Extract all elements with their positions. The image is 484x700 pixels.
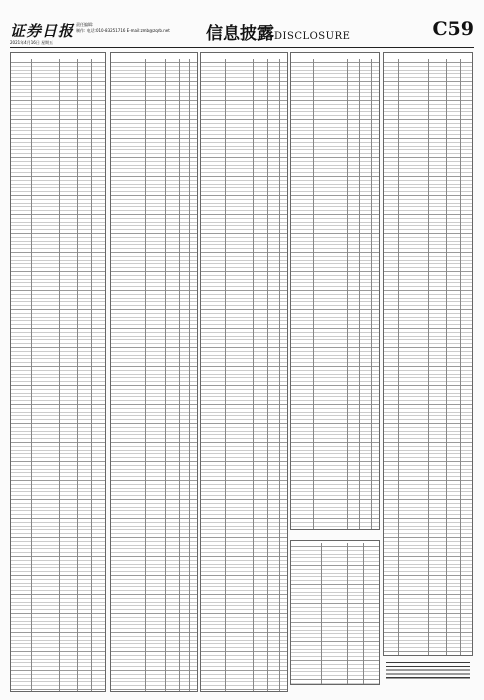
footnote-text-lines [386, 662, 470, 680]
column-divider [165, 59, 166, 691]
table-column-4 [290, 52, 380, 530]
column-divider [460, 59, 461, 655]
dateline: 2021年4月16日 星期五 [10, 40, 54, 45]
section-title-en: DISCLOSURE [274, 31, 351, 42]
page-number: C59 [432, 18, 474, 40]
column-divider [359, 59, 360, 529]
column-divider [253, 59, 254, 691]
column-header [384, 53, 472, 55]
column-divider [267, 59, 268, 691]
column-divider [279, 59, 280, 691]
column-divider [91, 59, 92, 691]
section-title-cn: 信息披露 [206, 24, 274, 44]
column-divider [321, 543, 322, 684]
table-column-1 [10, 52, 106, 692]
column-header [11, 53, 105, 55]
subtable [290, 540, 380, 685]
table-grid [291, 59, 379, 529]
table-column-2 [110, 52, 198, 692]
column-divider [347, 543, 348, 684]
editor-credit: 责任编辑: [76, 22, 94, 27]
column-divider [398, 59, 399, 655]
table-grid [291, 543, 379, 684]
column-divider [77, 59, 78, 691]
table-column-3 [200, 52, 288, 692]
column-header [291, 53, 379, 55]
column-divider [313, 59, 314, 529]
column-divider [145, 59, 146, 691]
masthead [10, 18, 474, 46]
contact-line: 制作: 电话:010-83251716 E-mail:zmb@zqrb.net [76, 28, 170, 33]
column-divider [31, 59, 32, 691]
table-grid [111, 59, 197, 691]
table-grid [201, 59, 287, 691]
column-divider [347, 59, 348, 529]
column-divider [189, 59, 190, 691]
newspaper-logo: 证券日报 [10, 22, 75, 40]
masthead-rule [10, 47, 474, 48]
column-divider [446, 59, 447, 655]
column-divider [428, 59, 429, 655]
section-title [206, 19, 350, 44]
column-divider [371, 59, 372, 529]
column-divider [179, 59, 180, 691]
column-divider [363, 543, 364, 684]
column-divider [59, 59, 60, 691]
column-header [111, 53, 197, 55]
column-divider [225, 59, 226, 691]
column-header [201, 53, 287, 55]
table-column-5 [383, 52, 473, 656]
